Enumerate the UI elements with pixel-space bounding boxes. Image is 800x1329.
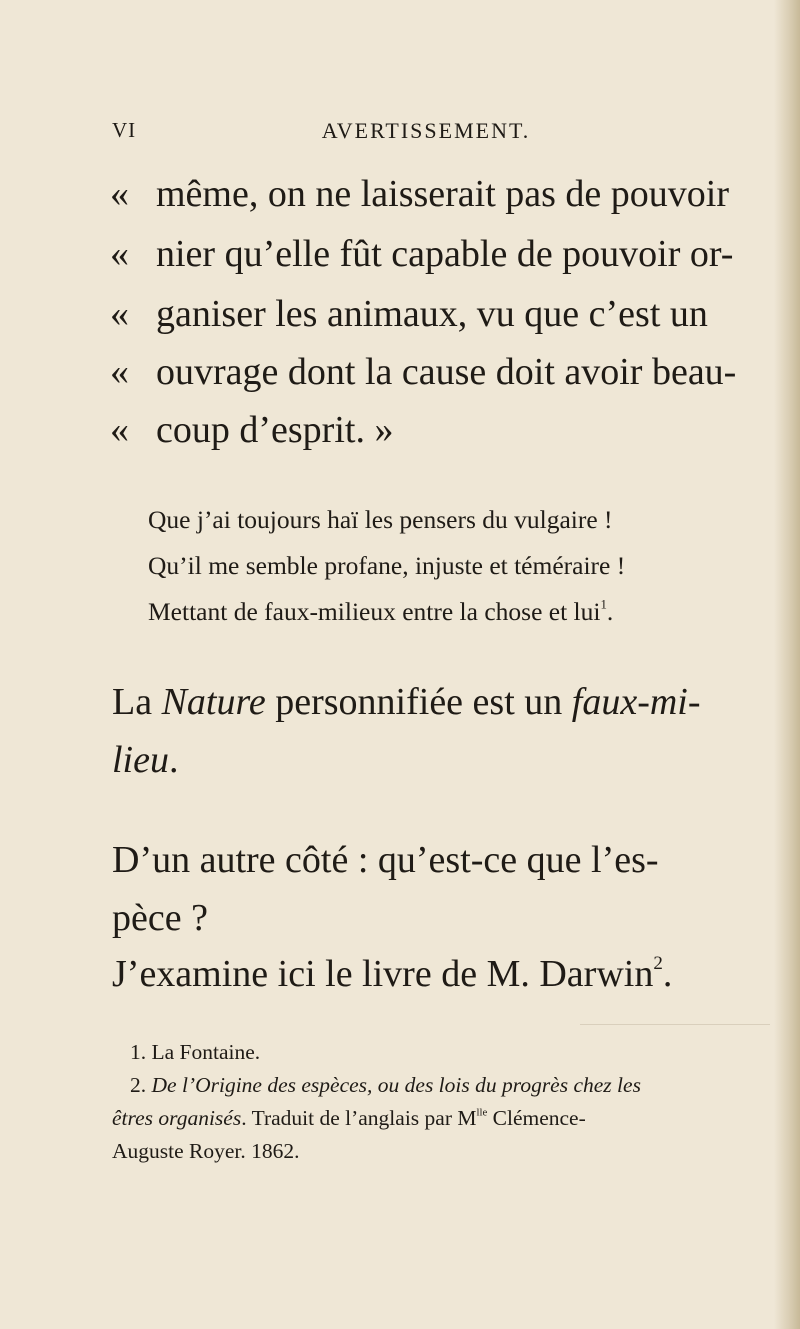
nature-paragraph-line-2 xyxy=(112,738,178,782)
espece-paragraph-line-1: D’un autre côté : qu’est-ce que l’es- xyxy=(112,839,659,881)
footnote-ref: 1 xyxy=(600,597,607,612)
guillemet-mark: « xyxy=(110,293,129,335)
text-run: J’examine ici le livre de M. Darwin xyxy=(112,953,654,995)
footnote-text: . Traduit de l’anglais par M xyxy=(241,1106,477,1130)
page-edge-shadow xyxy=(774,0,800,1329)
verse-text: Mettant de faux-milieux entre la chose et lui xyxy=(148,597,601,626)
superscript: lle xyxy=(476,1106,488,1119)
quote-text: coup d’esprit. » xyxy=(156,409,394,451)
page-number: VI xyxy=(112,118,137,142)
footnote-number: 2. xyxy=(130,1073,147,1097)
verse-line: Que j’ai toujours haï les pensers du vulgaire ! xyxy=(148,505,613,534)
running-head: AVERTISSEMENT. xyxy=(321,118,531,143)
page-header xyxy=(112,118,740,148)
guillemet-mark: « xyxy=(110,173,129,215)
verse-end: . xyxy=(606,597,614,626)
italic-word: lieu xyxy=(112,739,169,781)
quote-line xyxy=(110,408,393,452)
footnote-rule xyxy=(580,1024,770,1025)
footnote-2-line-2 xyxy=(112,1106,586,1131)
quote-text: ganiser les animaux, vu que c’est un xyxy=(156,293,708,335)
text-run: . xyxy=(168,739,179,781)
italic-word: Nature xyxy=(161,681,266,723)
quote-line xyxy=(110,172,729,216)
italic-word: faux-mi- xyxy=(571,681,701,723)
footnote-text: Clémence- xyxy=(487,1106,586,1130)
quote-text: ouvrage dont la cause doit avoir beau- xyxy=(156,351,737,393)
footnote-italic: De l’Origine des espèces, ou des lois du progrès chez les xyxy=(151,1073,641,1097)
text-run: personnifiée est un xyxy=(265,681,572,723)
verse-line: Qu’il me semble profane, injuste et téméraire ! xyxy=(148,551,626,580)
espece-paragraph-line-2: pèce ? xyxy=(112,897,208,939)
footnote-text: La Fontaine. xyxy=(151,1040,261,1064)
footnote-number: 1. xyxy=(130,1040,147,1064)
quote-line xyxy=(110,232,733,276)
quote-line xyxy=(110,292,708,336)
text-run: La xyxy=(112,681,162,723)
text-run: . xyxy=(662,953,673,995)
guillemet-mark: « xyxy=(110,351,129,393)
verse-line xyxy=(148,597,613,627)
quote-text: nier qu’elle fût capable de pouvoir or- xyxy=(156,233,734,275)
footnote-2-line-3: Auguste Royer. 1862. xyxy=(112,1139,300,1163)
nature-paragraph-line-1 xyxy=(112,680,701,724)
darwin-paragraph xyxy=(112,952,672,996)
footnote-1 xyxy=(130,1040,260,1065)
quote-text: même, on ne laisserait pas de pouvoir xyxy=(156,173,730,215)
footnote-italic: êtres organisés xyxy=(112,1106,242,1130)
footnote-2 xyxy=(130,1073,641,1098)
footnote-ref: 2 xyxy=(653,952,663,974)
guillemet-mark: « xyxy=(110,233,129,275)
guillemet-mark: « xyxy=(110,409,129,451)
quote-line xyxy=(110,350,736,394)
